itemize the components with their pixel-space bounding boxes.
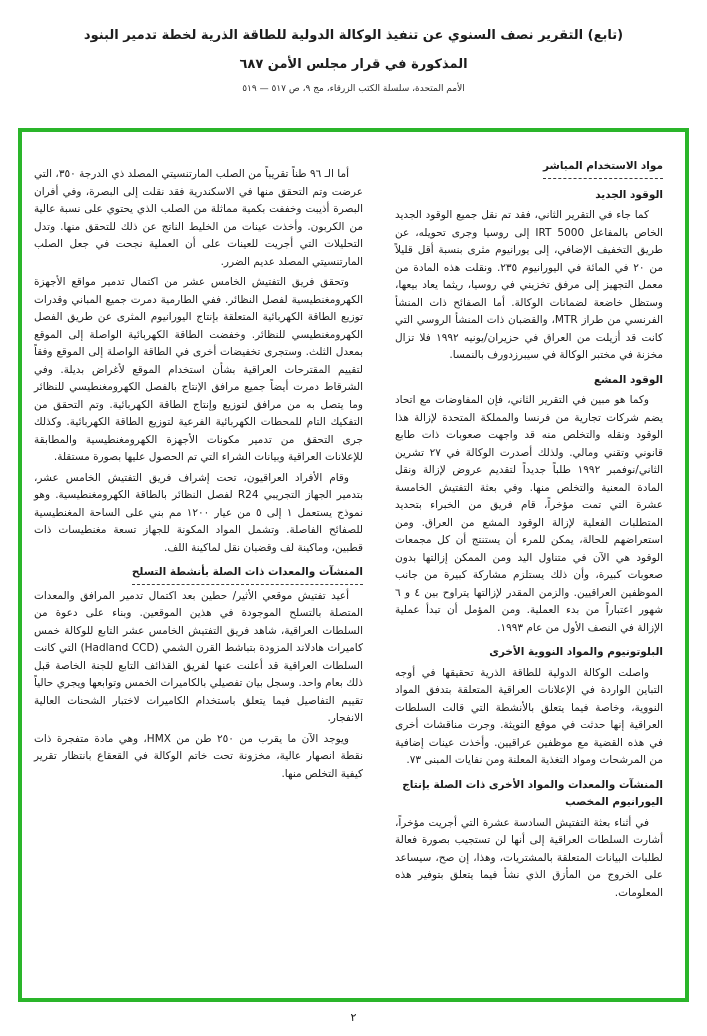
paragraph-spent-fuel: وكما هو مبين في التقرير الثاني، فإن المفاوضات مع اتحاد يضم شركات تجارية من فرنسا والمملكة المتحدة لإزالة هذا الوقود ونقله والتخلص منه قد واجهت صعوبات ذات طابع قانوني وتقني ومالي. ولذلك أصدرت الوكالة في ٢٧ تشرين الثاني/نوفمبر ١٩٩٢ طلباً جديداً لتقديم عروض لإزالة ونقل المادة المعنية والتخلص منها. وفي بعثة التفتيش الخامسة عشرة التي تمت مؤخراً، قام فريق من الخبراء بتحديد المتطلبات الفعلية لإزالة الوقود المشع من العراق. ومن استعراضهم للحالة، يمكن للمرء أن يستنتج أن كل مجمعات الوقود هي الآن في متناول اليد ومن الممكن إزالتها بدون صعوبات كبيرة، وأن ذلك يستلزم مشاركة كبيرة من جانب الموظفين العراقيين. والزمن المقدر لإزالتها يتراوح بين ٤ و ٦ شهور اعتباراً من بدء العملية. ومن المؤمل أن تبدأ عملية الإزالة في النصف الأول من عام ١٩٩٣.	[395, 394, 663, 634]
document-title-line1: (تابع) التقرير نصف السنوي عن تنفيذ الوكالة الدولية للطاقة الذرية لخطة تدمير البنود	[83, 28, 624, 43]
document-header	[0, 0, 707, 94]
paragraph-enrichment-facilities: في أثناء بعثة التفتيش السادسة عشرة التي أجريت مؤخراً، أشارت السلطات العراقية إلى أنها لن تستجيب بصورة فعالة لطلبات البيانات المتعلقة بالمشتريات، وهذا، إن صح، سيساعد على الخروج من المأزق الذي نشأ فيما يتعلق بتوفير هذه المعلومات.	[395, 816, 663, 899]
right-column	[395, 158, 663, 990]
document-source-citation: الأمم المتحدة، سلسلة الكتب الزرقاء، مج ٩، ص ٥١٧ — ٥١٩	[242, 84, 465, 95]
document-title-line2: المذكورة في قرار مجلس الأمن ٦٨٧	[239, 57, 468, 73]
paragraph-emis-destruction: وتحقق فريق التفتيش الخامس عشر من اكتمال تدمير مواقع الأجهزة الكهرومغنطيسية لفصل النظائر. ففي الطارمية دمرت جميع المباني وقدرات توزيع الطاقة الكهربائية المتعلقة بإنتاج اليورانيوم المثرى عن طريق الفصل الكهرومغنطيسي للنظائر. وخفضت الطاقة الكهربائية الواصلة إلى الموقع بمعدل الثلث. وستجرى تخفيضات أخرى في الطاقة الواصلة إلى الموقع وفقاً لتقييم المقترحات العراقية بشأن استخدام الموقع لأغراض بديلة. وفي الشرقاط دمرت أيضاً جميع مرافق الإنتاج بالفصل الكهرومغنطيسي للنظائر وما يتصل به من مرافق لتوزيع وإنتاج الطاقة الكهربائية. وتم التحقق من التفكيك التام للمحطات الكهربائية الفرعية لتوزيع الطاقة الكهربائية. وكذلك جرى التحقق من تدمير مكونات الأجهزة الكهرومغنطيسية والمطابقة للإعلانات العراقية وبيانات الشراء التي تم الحصول عليها بصورة مستقلة.	[34, 276, 363, 463]
paragraph-new-fuel: كما جاء في التقرير الثاني، فقد تم نقل جميع الوقود الجديد الخاص بالمفاعل IRT 5000 إلى روسيا وجرى تحويله، عن طريق التخفيف الإضافي، إلى يورانيوم مثرى بنسبة أقل قليلاً من ٢٠ في المائة في اليورانيوم ٢٣٥. ونقلت هذه المادة من معمل التجهيز إلى مرفق تخزيني في روسيا، ريثما يعاد بيعها، وستظل خاضعة لضمانات الوكالة. أما الصفائح ذات المنشأ الفرنسي من طراز MTR، والقضبان ذات المنشأ الروسي التي كانت قد أزيلت من العراق في حزيران/يونيه ١٩٩٢ فلا تزال مخزنة في مختبر الوكالة في سيبرزدورف بالنمسا.	[395, 209, 663, 361]
two-column-layout	[22, 132, 685, 998]
heading-new-fuel: الوقود الجديد	[595, 188, 663, 201]
section-heading-direct-use-materials: مواد الاستخدام المباشر	[395, 158, 663, 179]
heading-weaponization: المنشآت والمعدات ذات الصلة بأنشطة التسلح	[34, 564, 363, 585]
paragraph-hmx-storage: ويوجد الآن ما يقرب من ٢٥٠ طن من HMX، وهي مادة متفجرة ذات نقطة انصهار عالية، مخزونة تحت خاتم الوكالة في القعقاع بانتظار تقرير كيفية التخلص منها.	[34, 732, 363, 780]
paragraph-maraging-steel: أما الـ ٩٦ طناً تقريباً من الصلب المارتنسيتي المصلد ذي الدرجة ٣٥٠، التي عرضت وتم التحقق منها في الاسكندرية فقد نقلت إلى البصرة، وفي أفران البصرة أذيبت وخففت بكمية مماثلة من الصلب الذي يحتوي على نسبة عالية من الكربون. وأخذت عينات من الخليط الناتج عن ذلك للتحقق منها. وتدل التحليلات التي أجريت للعينات على أن العملية نجحت في جعل الصلب المارتنسيتي المصلد عديم الضرر.	[34, 168, 363, 268]
page-number: ٢	[350, 1011, 357, 1024]
left-column	[34, 158, 363, 990]
heading-spent-fuel: الوقود المشع	[593, 373, 663, 386]
content-frame	[18, 128, 689, 1002]
paragraph-plutonium: واصلت الوكالة الدولية للطاقة الذرية تحقيقها في أوجه التباين الواردة في الإعلانات العراقية المتعلقة بتدفق المواد النووية، وخاصة فيما يتعلق بالأنشطة التي قالت السلطات العراقية إنها حدثت في موقع التويثة. وجرت مناقشات أخرى في هذه القضية مع موظفين عراقيين. وأخذت عينات إضافية من المرشحات ومواد التغذية المعلنة ومن نفايات المبنى ٧٣.	[395, 666, 663, 766]
heading-enrichment-facilities: المنشآت والمعدات والمواد الأخرى ذات الصلة بإنتاج اليورانيوم المخصب	[402, 778, 663, 808]
heading-plutonium: البلوتونيوم والمواد النووية الأخرى	[489, 646, 663, 658]
paragraph-r24-device: وقام الأفراد العراقيون، تحت إشراف فريق التفتيش الخامس عشر، بتدمير الجهاز التجريبي R24 لفصل النظائر بالطاقة الكهرومغنطيسية. وهو نموذج يستعمل ١ إلى ٥ من عيار ١٢٠٠ مم بني على الساحة المغنطيسية للصفائح الفاصلة. وتشمل المواد المكونة للجهاز تسعة مغنطيسات ذات قطبين، وماكينة لف وقضبان نقل لماكينة اللف.	[34, 471, 364, 554]
paragraph-sites-reinspection: أعيد تفتيش موقعي الأثير/ حطين بعد اكتمال تدمير المرافق والمعدات المتصلة بالتسلح الموجودة في هذين الموقعين. وبناء على دعوة من السلطات العراقية، شاهد فريق التفتيش الخامس عشر التابع للوكالة خمس كاميرات هادلاند المزودة بتباشط القرن الشمي (Hadland CCD) التي كانت السلطات العراقية قد أعلنت عنها لفريق القذائف التابع للجنة الخاصة قبل ذلك بعام واحد. وسجل بيان تفصيلي بالكاميرات الخمس وتوابعها ويجري حالياً تقييم التفاصيل فيما يتعلق باستخدام الكاميرات لاختبار الشحنات العالية الانفجار.	[34, 589, 363, 724]
